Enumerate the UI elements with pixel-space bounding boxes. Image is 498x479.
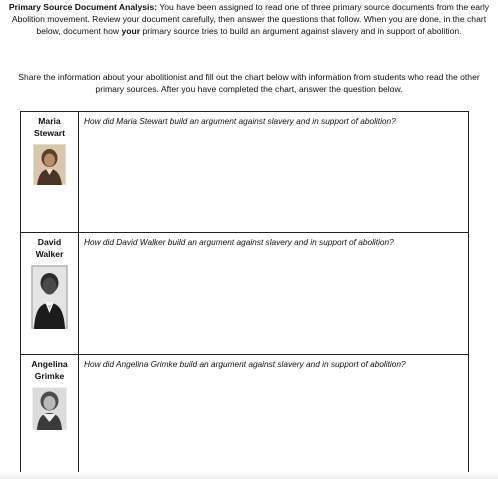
abolitionist-name: David Walker (35, 237, 64, 259)
intro-text-2: primary source tries to build an argument against slavery and in support of abolition. (140, 26, 462, 37)
name-cell (21, 355, 79, 478)
chart-question: How did Maria Stewart build an argument against slavery and in support of abolition? (84, 116, 396, 126)
abolitionist-name: Angelina Grimke (31, 359, 68, 381)
answer-cell[interactable] (79, 233, 469, 355)
answer-cell[interactable] (79, 355, 469, 478)
angelina-grimke-portrait (32, 387, 67, 430)
chart-row-david-walker (21, 233, 469, 355)
abolitionist-chart (20, 111, 469, 478)
share-instructions: Share the information about your abolitionist and fill out the chart below with information from students who read the other primary sources. After you have completed the chart, answer the question below. (18, 72, 480, 95)
intro-paragraph (8, 1, 490, 38)
chart-row-maria-stewart (21, 112, 469, 233)
intro-heading: Primary Source Document Analysis: (8, 2, 158, 12)
intro-text-1: You have been assigned to read one of three primary source documents from the early Abolition movement. Review your document carefully, then answer the questions that follow. When you are done, in the chart below, document how (11, 2, 490, 37)
david-walker-portrait (31, 265, 68, 329)
maria-stewart-portrait (33, 144, 66, 185)
page-edge-shadow (0, 472, 498, 479)
answer-cell[interactable] (79, 112, 469, 233)
chart-question: How did Angelina Grimke build an argument against slavery and in support of abolition? (84, 359, 406, 369)
chart-row-angelina-grimke (21, 355, 469, 478)
abolitionist-name: Maria Stewart (33, 116, 66, 138)
name-cell (21, 233, 79, 355)
intro-bold-word: your (121, 26, 141, 37)
chart-question: How did David Walker build an argument against slavery and in support of abolition? (84, 237, 394, 247)
name-cell (21, 112, 79, 233)
